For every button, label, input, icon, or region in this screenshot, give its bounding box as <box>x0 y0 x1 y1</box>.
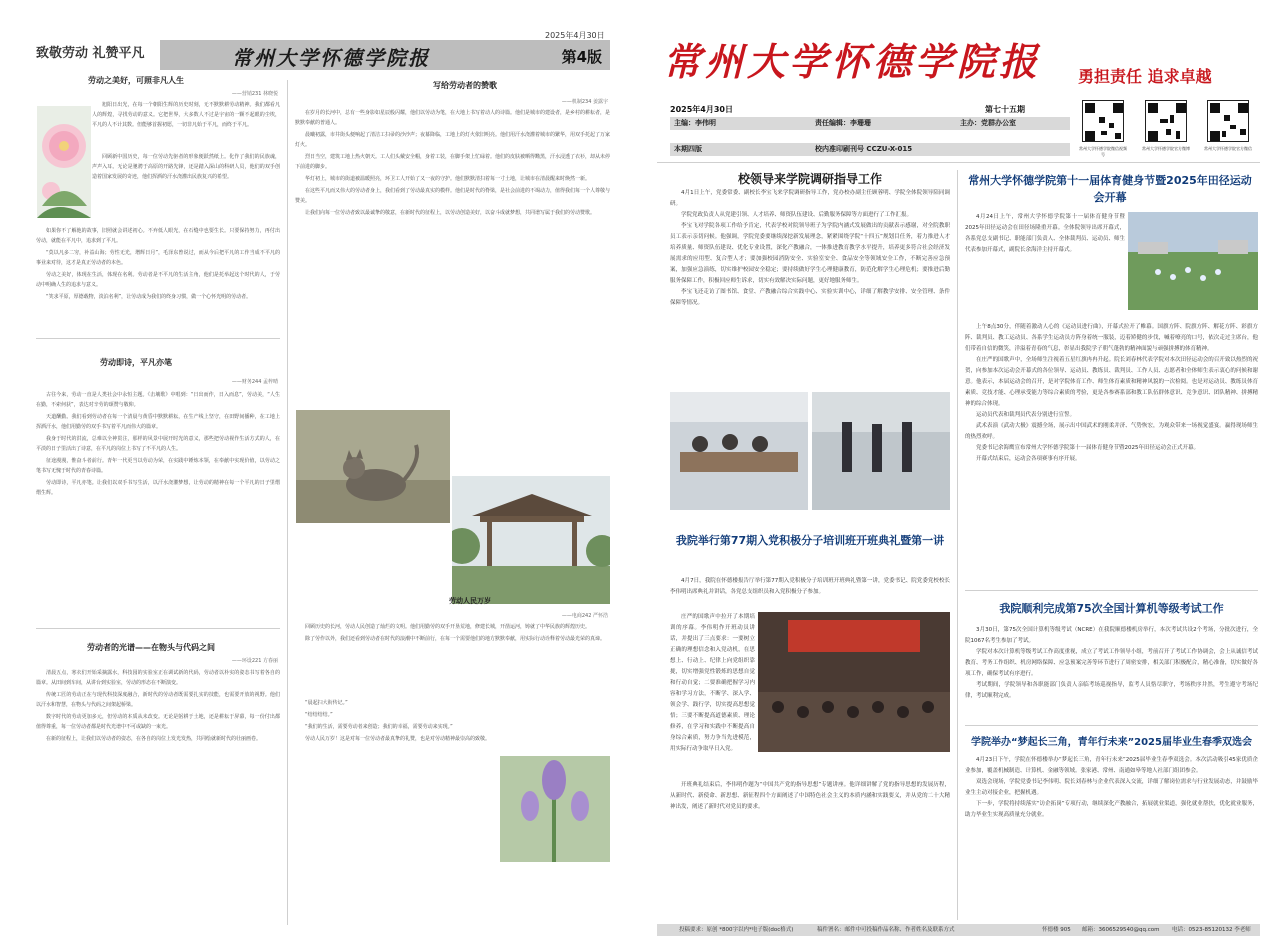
article-byline: ——财务244 孟梓晴 <box>231 379 278 385</box>
submission-requirements: 投稿要求：原创 *800字以内*电子版(doc格式) <box>679 927 794 933</box>
footer-bar <box>657 924 1260 936</box>
article-body: 古往今来，劳动一直是人类社会中永恒主题。《击壤歌》中唱到：“日出而作，日入而息”，劳动美，“人生在勤，不索何获”，表达对辛劳的颂赞与敬仰。 天道酬勤。我们看到劳动者在每一个清晨与黄昏中默默耕耘，在生产线上坚守，在田野间播种，在工地上挥洒汗水，他们用勤劳的双手书写着平凡而伟大的篇章。 我身于时代的洪流，总难以全神贯注，那样的风景中展开时光的意义，那些把劳动视作生活方式的人，在平淡的日子里活出了诗意，在平凡的岗位上书写了不平凡的人生。 征途漫漫，惟奋斗者前行。青年一代更当以劳动为荣，在实践中锤炼本领，在奉献中实现价值，以劳动之笔书写无愧于时代的青春诗篇。 劳动即诗，平凡亦笔。让我们以双手书写生活，以汗水浇灌梦想，让劳动的精神在每一个平凡的日子里熠熠生辉。 <box>36 392 280 496</box>
section-divider <box>965 725 1258 726</box>
article-byline: ——机制234 姜露宇 <box>561 99 608 105</box>
article-title: 常州大学怀德学院第十一届体育健身节暨2025年田径运动会开幕 <box>968 174 1252 204</box>
article-title: 我院举行第77期入党积极分子培训班开班典礼暨第一讲 <box>675 534 945 547</box>
article-byline: ——环设221 方春丽 <box>231 658 278 664</box>
article-title: 劳动人民万岁 <box>449 597 491 605</box>
meeting-photo <box>670 392 808 510</box>
article-title: 我院顺利完成第75次全国计算机等级考试工作 <box>999 602 1224 615</box>
article-byline: ——营销231 林晓悦 <box>231 91 278 97</box>
article-body: 上午8点30分，伴随着激动人心的《运动员进行曲》，开幕式拉开了帷幕。国旗方阵、院旗方阵、解花方阵、彩旗方阵、裁判员、教工运动员、各系学生运动员方阵身着统一服装，迈着矫健的步伐，喊着嘹亮的口号，依次走过主席台，他们带着自信的微笑，洋溢着青春的气息，彰显出我院学子朝气蓬勃的精神面貌与顽强拼搏的体育精神。 在庄严的国歌声中，全场师生注视着五星红旗冉冉升起。院长刘春林代表学院对本次田径运动会的召开致以热烈的祝贺，向参加本次运动会开幕式的各位领导、运动员、教练员、裁判员、工作人员、志愿者和全体师生表示衷心的问候和谢意。他表示，本届运动会的召开，是对学院体育工作、师生体育素质和精神风貌的一次检阅。也是对运动员、教练员体育素质、竞技才能、心理承受能力等综合素质的考验，更是各参赛系部和教工队伍群体意识、竞争意识、团队精神、拼搏精神的综合体现。 运动员代表和裁判员代表分别进行宣誓。 武术表演《武动大极》震撼全场，展示出中国武术的刚柔并济、气势恢宏，为观众带来一场视觉盛宴。赢得现场师生的热烈欢呼。 党委书记余海鹰宣布常州大学怀德学院第十一届体育健身节暨2025年田径运动会正式开幕。 开幕式结束后，运动会各项赛事有序开展。 <box>965 324 1258 462</box>
article-body: 回顾新中国历史，每一位劳动先驱者的形象便跃然纸上。化作了我们的民族魂，声声入耳。无论是驰骋于高原的开路先锋，还是踏入深山的科研人员，他们的双手创造着国家发展的奇迹，他们挥洒的汗水浇灌出民族复兴的希望。 <box>92 154 280 180</box>
lecture-hall-photo <box>758 612 950 752</box>
qr-code-wechat <box>1207 100 1249 142</box>
column-divider <box>957 170 958 920</box>
lavender-photo <box>500 756 610 862</box>
article-body: 回顾历史的长河，劳动人民创造了灿烂的文明。他们用勤劳的双手开垦荒地，修建长城，开凿运河，铸就了中华民族的辉煌历史。 除了劳作以外，我们还看到劳动者在时代的浪潮中不断前行，在每一个需要他们的地方默默奉献，用实际行动诠释着劳动最光荣的真谛。 <box>305 624 606 642</box>
article-body: “晨起扫大衔传记。” “结结结结。” “我们的生活，需要劳动者来创造；我们的幸福，需要劳动来实现。” 劳动人民万岁！这是对每一位劳动者最真挚的礼赞，也是对劳动精神最崇高的致敬。 <box>305 700 491 742</box>
page-slogan: 勇担责任 追求卓越 <box>1078 67 1212 86</box>
section-divider <box>36 338 280 339</box>
article-body: 如果你不了解他的故事，旧照就会讲述初心。不弃低人眼光，在石缝中也要生长。只要保持努力，再付出劳动，就能在平凡中，追求到了平凡。 “莫以凡多二穷，补益山海；劳性无光，增辉日月”，毛泽东曾说过，而从今后把平凡的工作当成不平凡的事业来对待，这才是真正劳动者的本色。 劳动之美好，体现在生活，体现在名利。劳动者是不平凡的生活主角，他们是托举起这个时代的人，于劳动中明确人生的追求与意义。 “笑求平原，厚德载物，淡泊名利”，让劳动成为我们的终身习惯，做一个心怀光明的劳动者。 <box>36 228 280 300</box>
article-title: 劳动即诗，平凡亦笔 <box>100 358 172 367</box>
cat-photo <box>296 410 450 523</box>
contact-phone: 电话：0523-85120132 李老师 <box>1172 927 1251 933</box>
edition-number: 第4版 <box>561 48 602 66</box>
page-slogan: 致敬劳动 礼赞平凡 <box>36 46 145 61</box>
flower-photo <box>37 106 91 218</box>
issue-number: 第七十五期 <box>985 105 1025 114</box>
article-body: 4月23日下午，学院在怀德楼举办“梦起长三角，青年行未来”2025届毕业生春季双选会。本次活动吸引45家优质企业参加，覆盖机械制造、计算机、金融等领域。张家港、常州、南通如皋等地人社部门组团参会。 双选会现场，学院党委书记李伟明、院长刘春林与企业代表深入交流，详细了解岗位需求与行业发展动态，并鼓励毕业生主动对接企业，把握机遇。 下一步，学院将持续落实“访企拓岗”专项行动，继续深化产教融合，拓展就业渠道，强化就业帮扶，优化就业服务，助力毕业生实现高质量充分就业。 <box>965 757 1258 818</box>
host-organization: 主办：党群办公室 <box>960 119 1016 127</box>
info-bar-edition <box>670 143 1070 156</box>
sports-meet-photo <box>1128 212 1258 310</box>
article-title: 劳动之美好，可照非凡人生 <box>88 76 184 85</box>
contact-email: 邮箱：3606529540@qq.com <box>1082 927 1160 933</box>
article-body: 4月24日上午，常州大学怀德学院第十一届体育健身节暨2025年田径运动会在田径场隆重开幕。全体院领导出席开幕式，各系党总支副书记、职能部门负责人、全体裁判员、运动员、师生代表参加开幕式，副院长余海洋主持开幕式。 <box>965 214 1125 253</box>
issue-date: 2025年4月30日 <box>545 31 605 40</box>
section-divider <box>36 628 280 629</box>
article-body: 4月1日上午，党委常委、副校长李宝飞来学院调研指导工作，党办校办副主任顾蓉明、学院全体院领导陪同调研。 学院党政负责人从党建引领、人才培养、师资队伍建设、后勤服务保障等方面进行了工作汇报。 李宝飞对学院各项工作给予肯定，代表学校对院领导班子为学院内涵式发展做出的贡献表示感谢，对全院教职员工表示亲切问候。他强调，学院党委要继续深挖新发展理念，紧紧围绕学院“十四五”规划目任务，着力推进人才培养质量、师资队伍建设、优化专业设置，深化产教融合，一体推进教育教学水平提升，培养更多符合社会经济发展需求的应用型、复合型人才；要加强校园消防安全、实验室安全、食品安全等领域安全工作，不断完善应急预案，加强应急演练，切实维护校园安全稳定；要持续做好学生心理健康教育，防范化解学生心理危机；要推进后勤服务保障工作，积极回应师生诉求，切实有效解决实际问题，更好地服务师生。 李宝飞还走访了图书馆、食堂、产教融合综合实践中心、实验实训中心，详细了解教学安排、安全管理、条件保障等情况。 <box>670 190 950 306</box>
qr-code-weibo <box>1145 100 1187 142</box>
visit-photo <box>812 392 950 510</box>
info-bar-editors <box>670 117 1070 130</box>
submission-note: 稿件署名：邮件中可投稿作品名称、作者姓名及联系方式 <box>817 927 955 933</box>
print-code: 校内准印刷刊号 CCZU-X-015 <box>815 145 913 153</box>
masthead-title: 常州大学怀德学院报 <box>663 39 1042 84</box>
article-body: 旭阳日出光，在每一个朝阳生辉的历史时刻，无不默默耕劳动精神。我们都看凡人的辉煌，寻找劳动的意义。它把世界，大多数人不过是宇宙的一颗不起眼的尘埃，平凡的人不计其数。但能够首握初愿，一切非凡始于平凡，而终于平凡。 <box>92 102 280 128</box>
header-divider <box>657 162 1260 163</box>
qr-label: 常州大学怀德学院官方微信 <box>1204 146 1252 151</box>
responsible-editor: 责任编辑：李珊珊 <box>815 119 871 127</box>
article-title: 校领导来学院调研指导工作 <box>737 172 882 186</box>
article-title: 劳动者的光谱——在物头与代码之间 <box>87 643 215 652</box>
article-title: 写给劳动者的赞歌 <box>433 81 497 90</box>
issue-date: 2025年4月30日 <box>670 105 733 114</box>
masthead-banner <box>160 40 610 70</box>
office-location: 怀德楼 905 <box>1042 927 1071 933</box>
qr-label: 常州大学怀德学院微信视频号 <box>1079 146 1127 157</box>
qr-code-video <box>1082 100 1124 142</box>
article-body: 清晨五点，寒衣们开始采摘露水，科技园的实验室正在调试新的代码，劳动者以朴实的姿态书写着各自的篇章。从田间到车间，从讲台到实验室，劳动的形态在不断演变。 传统工匠的劳动正在与现代科技深度融合，新时代的劳动者既需要扎实的技能，也需要开放的视野。他们以汗水和智慧，在物头与代码之间架起桥梁。 数字时代的劳动更加多元，但劳动的本质从未改变。无论是躬耕于土地，还是耕耘于屏幕，每一份付出都值得尊重，每一位劳动者都是时代光谱中不可或缺的一束光。 在新的征程上，让我们以劳动者的姿态，在各自的岗位上发光发热，共同绘就新时代的壮丽画卷。 <box>36 670 280 742</box>
section-divider <box>965 590 1258 591</box>
article-body: 开班典礼结束后，李伟明作题为“中国共产党的指导思想”专题讲座。他详细讲解了党的指导思想的发展历程，从新时代、新使命、新思想、新征程四个方面阐述了中国特色社会主义的本质内涵和实践要义，并从党的二十大精神出发，阐述了新时代对党员的要求。 <box>670 782 950 810</box>
edition-count: 本期四版 <box>674 145 702 153</box>
column-divider <box>287 80 288 925</box>
article-body: 3月30日，第75次全国计算机等级考试（NCRE）在我院顺德楼机房举行，本次考试共设2个考场，分批次进行，全院1067名考生参加了考试。 学院对本次计算机等级考试工作高度重视，成立了考试工作领导小组，考前召开了考试工作协调会，会上从诚信考试教育、考务工作组织、机房网络保障、应急预案完善等环节进行了周密安排，相关部门积极配合，精心准备，切实做好各项工作，确保考试有序进行。 考试期间，学院领导和各职能部门负责人亲临考场巡视指导，监考人员恪尽职守，考场秩序井然，考生遵守考场纪律，考试顺利完成。 <box>965 627 1258 699</box>
article-body: 4月7日，我院在怀德楼报告厅举行第77期入党积极分子培训班开班典礼暨第一讲，党委书记、院党委党校校长李伟明出席典礼并讲话，各党总支组织员和入党积极分子参加。 <box>670 578 950 595</box>
article-body: 庄严的国歌声中拉开了本期培训的序幕。李伟明作开班动员讲话，并提出了三点要求：一要树立正确的理想信念和入党动机，在思想上、行动上、纪律上向党组织靠拢，切实增强党性锻炼的思想自觉和行动自觉；二要准确把握学习内容和学习方法，不断学、深入学、领会学、践行学，切实提高思想觉悟；三要不断提高道德素质、理论修养，在学习和实践中不断提高自身综合素质，努力争当先进模范，用实际行动争取早日入党。 <box>670 614 755 752</box>
article-byline: ——电商242 严怀浩 <box>561 613 608 619</box>
article-body: 在岁月的长河中，总有一些身影如星辰般闪耀，他们以劳动为笔，在大地上书写着动人的诗篇。他们是城市的建设者，是乡村的耕耘者，是默默奉献的普通人。 晨曦初露，市井街头便响起了清洁工扫帚的沙沙声；夜幕降临，工地上的灯火依旧明亮。他们用汗水浇灌着城市的繁华，用双手托起了万家灯火。 烈日当空，建筑工地上热火朝天。工人们头戴安全帽，身着工装，在脚手架上忙碌着。他们的皮肤被晒得黝黑，汗水浸透了衣衫，却从未停下前进的脚步。 华灯初上，城市的街道被温暖照亮，环卫工人开始了又一夜的守护。他们默默清扫着每一寸土地，让城市在清晨醒来时焕然一新。 在这些平凡而又伟大的劳动者身上，我们看到了劳动最真实的模样。他们是时代的脊梁，是社会前进的不竭动力，值得我们每一个人尊敬与赞美。 让我们向每一位劳动者致以最诚挚的敬意，在新时代的征程上，以劳动创造美好，以奋斗成就梦想，共同谱写属于我们的劳动赞歌。 <box>295 110 610 216</box>
qr-label: 常州大学怀德学院官方微博 <box>1142 146 1190 151</box>
pavilion-photo <box>452 476 610 604</box>
article-title: 学院举办“梦起长三角，青年行未来”2025届毕业生春季双选会 <box>971 737 1252 748</box>
chief-editor: 主编：李伟明 <box>674 119 716 127</box>
masthead-title: 常州大学怀德学院报 <box>232 46 430 70</box>
